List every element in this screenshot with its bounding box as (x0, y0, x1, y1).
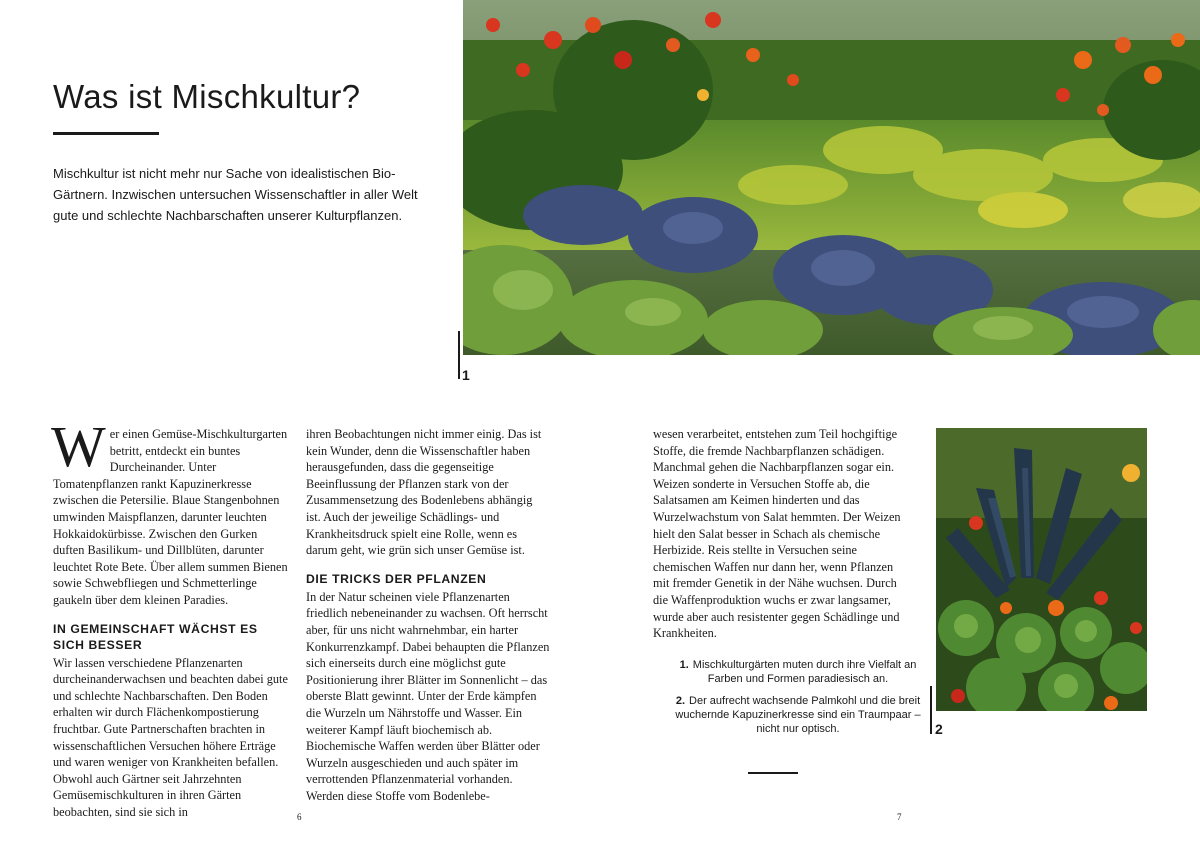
figure-2-label: 2 (935, 721, 943, 737)
caption-text: Der aufrecht wachsende Palmkohl und die breit wuchernde Kapuzinerkresse sind ein Traumpaar – nicht nur optisch. (675, 695, 921, 735)
figure-captions (664, 658, 932, 744)
figure-1-marker (458, 331, 460, 379)
caption-2 (664, 694, 932, 736)
body-paragraph: ihren Beobachtungen nicht immer einig. Das ist kein Wunder, denn die Wissenschaftler haben herausgefunden, dass die gegenseitige Beeinflussung der Pflanzen stark von der Zusammensetzung des Bodenlebens abhängig ist. Auch der jeweilige Schädlings- und Krankheitsdruck spielt eine Rolle, wenn es darum geht, wie grün sich unser Gemüse ist. (306, 427, 542, 558)
paragraph-text: er einen Gemüse-Mischkulturgarten betritt, entdeckt ein buntes Durcheinander. Unter Tomatenpflanzen rankt Kapuzinerkresse zwischen die Petersilie. Blaue Stangenbohnen umwinden Maispflanzen, darunter leuchten Hokkaidokürbisse. Zwischen den Gurken duften Basilikum- und Dillblüten, darunter leuchtet Rote Bete. Über allem summen Bienen sowie Schwebfliegen und Schmetterlinge gaukeln über dem kleinen Paradies. (53, 427, 288, 607)
text-column-1 (51, 414, 289, 820)
section-heading: DIE TRICKS DER PFLANZEN (306, 571, 487, 586)
page-number: 7 (897, 812, 902, 822)
drop-cap: W (51, 414, 106, 479)
caption-text: Mischkulturgärten muten durch ihre Vielfalt an Farben und Formen paradiesisch an. (692, 659, 917, 685)
page-number: 6 (297, 812, 302, 822)
section-heading: IN GEMEINSCHAFT WÄCHST ES SICH BESSER (53, 621, 258, 652)
body-paragraph: In der Natur scheinen viele Pflanzenarten friedlich nebeneinander zu wachsen. Oft herrscht aber, für uns nicht wahrnehmbar, ein harter Konkurrenzkampf. Dabei behaupten die Pflanzen sich einerseits durch eine möglichst gute Positionierung ihrer Blätter im Sonnenlicht – das oberste Blatt gewinnt. Unter der Erde kämpfen die Wurzeln um Nährstoffe und Wasser. Ein weiterer Kampf läuft biochemisch ab. Biochemische Waffen werden über Blätter oder Wurzeln ausgeschieden und auch später im verrottenden Pflanzenmaterial vorhanden. Werden diese Stoffe vom Bodenlebe- (306, 589, 550, 803)
caption-1 (664, 658, 932, 686)
text-column-2 (306, 426, 550, 804)
caption-rule (748, 772, 798, 774)
caption-number: 2. (675, 695, 686, 707)
text-column-3 (653, 426, 903, 642)
title-underline (53, 132, 159, 135)
body-paragraph: wesen verarbeitet, entstehen zum Teil hochgiftige Stoffe, die fremde Nachbarpflanzen schädigen. Manchmal gehen die Nachbarpflanzen sogar ein. Weizen sonderte in Versuchen Stoffe ab, die Salatsamen am Keimen hinderten und das Wurzelwachstum von Salat hemmten. Der Weizen hielt den Salat besser in Schach als chemische Herbizide. Reis stellte in Versuchen seine chemischen Waffen nur dann her, wenn Pflanzen mit fremder Genetik in der Nähe wuchsen. Durch die Waffenproduktion wuchs er zwar langsamer, wurde aber auch resistenter gegen Schädlinge und Krankheiten. (653, 427, 901, 641)
page-title: Was ist Mischkultur? (53, 78, 361, 115)
body-paragraph: Wir lassen verschiedene Pflanzenarten durcheinanderwachsen und beachten dabei gute und schlechte Nachbarschaften. Den Boden erhalten wir durch Flächenkompostierung fruchtbar. Gute Partnerschaften brachten in wissenschaftlichen Versuchen höhere Erträge und waren weniger von Krankheiten befallen. Obwohl auch Gärtner seit Jahrzehnten Gemüsemischkulturen in ihren Gärten beobachten, sind sie sich in (53, 655, 288, 819)
caption-number: 1. (679, 659, 689, 671)
garden-photo-icon (463, 0, 1200, 355)
plant-photo-icon (936, 428, 1147, 711)
figure-1-label: 1 (462, 367, 470, 383)
intro-text: Mischkultur ist nicht mehr nur Sache von idealistischen Bio-Gärtnern. Inzwischen untersuchen Wissenschaftler in aller Welt gute und schlechte Nachbarschaften unserer Kulturpflanzen. (53, 166, 418, 223)
